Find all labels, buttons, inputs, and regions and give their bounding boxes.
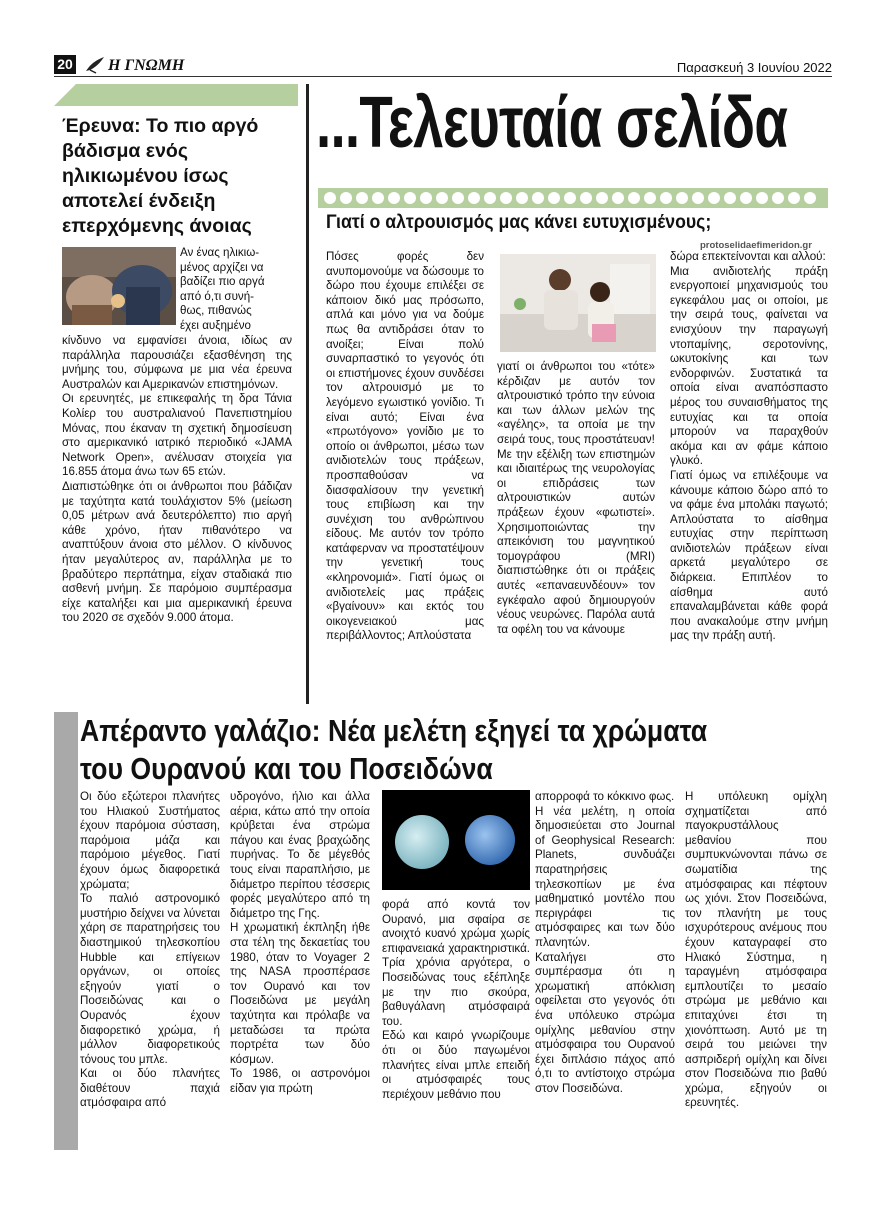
dot (660, 192, 672, 204)
article3-paragraph: Και οι δύο πλανήτες διαθέτουν παχιά ατμόσφαιρα από (80, 1067, 220, 1110)
article2-paragraph: Πόσες φορές δεν ανυπομονούμε να δώσουμε το δώρο που έχουμε επιλέξει σε κάποιον δικό μας πρόσωπο, απλά και μόνο για να δούμε πως θα αντιδράσει όταν το ανοίξει; Είναι πολύ συναρπαστικό το γεγονός ότι οι επιστήμονες έχουν συνδέσει τον αλτρουισμό με το λεγόμενο εγωιστικό γονίδιο. Τι είναι αυτό; Είναι ένα «πρωτόγονο» γονίδιο με το οποίο οι άνθρωποι, μέσω των ανιδιοτελών τους πράξεων, προσπαθούσαν να διασφαλίσουν την γενετική τους επιβίωση και την συνέχιση του ανθρώπινου είδους. Με αυτόν τον τρόπο κατάφερναν να προστατέψουν την γενετική τους «κληρονομιά». Γιατί όμως οι ανιδιοτελείς μας πράξεις «βγαίνουν» και εκτός του οικογενειακού μας περιβάλλοντος; Απλούστατα (326, 250, 484, 643)
dot (740, 192, 752, 204)
dot (516, 192, 528, 204)
dot (468, 192, 480, 204)
dot (612, 192, 624, 204)
dot (436, 192, 448, 204)
article3-col4 (535, 790, 675, 1096)
article3-paragraph: Οι δύο εξώτεροι πλανήτες του Ηλιακού Συστήματος έχουν παρόμοια σύσταση, παρόμοια μάζα και παρόμοιο μέγεθος. Γιατί έχουν όμως διαφορετικά χρώματα; (80, 790, 220, 891)
dot (676, 192, 688, 204)
intro-line: μένος αρχίζει να (180, 260, 264, 274)
article3-paragraph: Εδώ και καιρό γνωρίζουμε ότι οι δύο παγωμένοι πλανήτες είναι μπλε επειδή οι ατμόσφαιρές τους περιέχουν μεθάνιο που (382, 1029, 530, 1101)
intro-line: βαδίζει πιο αργά (180, 275, 265, 289)
intro-line: Αν ένας ηλικιω- (180, 246, 260, 259)
dot (596, 192, 608, 204)
article3-image (382, 790, 530, 890)
section-dotted-bar (318, 188, 828, 208)
watermark: protoselidaefimeridon.gr (700, 240, 812, 251)
article3-col5 (685, 790, 827, 1111)
article3-paragraph: φορά από κοντά τον Ουρανό, μια σφαίρα σε ανοιχτό κυανό χρώμα χωρίς επιφανειακά χαρακτηριστικά. Τρία χρόνια αργότερα, ο Ποσειδώνας τους εξέπληξε με την πιο σκούρα, βαθυγάλανη ατμόσφαιρά του. (382, 898, 530, 1028)
dot (564, 192, 576, 204)
intro-line: θως, πιθανώς (180, 304, 252, 318)
dot (548, 192, 560, 204)
article3-side-shadow (54, 712, 78, 1150)
article2-paragraph: Γιατί όμως να επιλέξουμε να κάνουμε κάποιο δώρο από το να φάμε ένα μπολάκι παγωτό; Απλούστατα το αίσθημα ευτυχίας στην περίπτωση ανιδιοτελών πράξεων είναι αρκετά μεγαλύτερο σε διάρκεια. Επιπλέον το αίσθημα αυτό επαναλαμβάνεται κάθε φορά που ανακαλούμε στην μνήμη μας την πράξη αυτή. (670, 468, 828, 643)
dot (372, 192, 384, 204)
article2-col3 (670, 250, 828, 644)
uranus-planet (395, 815, 449, 869)
article2-paragraph: δώρα επεκτείνονται και αλλού: (670, 250, 826, 263)
article2-paragraph: Με την εξέλιξη των επιστημών και ιδιαιτέρως της νευρολογίας οι επιδράσεις των αλτρουιστικών αυτών πράξεων έχουν «φωτιστεί». Χρησιμοποιώντας την απεικόνιση του μαγνητικού τομογράφου (MRI) διαπιστώθηκε ότι οι πράξεις αυτές «επαναευνδέουν» τον εγκέφαλο αφού δημιουργούν νέους νευρώνες. Παρόλα αυτά τα οφέλη του να κάνουμε (497, 447, 655, 636)
dot (708, 192, 720, 204)
article1-body (62, 334, 292, 626)
dot (788, 192, 800, 204)
dot (724, 192, 736, 204)
column-divider (306, 84, 309, 704)
dot (772, 192, 784, 204)
header-date: Παρασκευή 3 Ιουνίου 2022 (676, 60, 832, 75)
dot (404, 192, 416, 204)
dot (628, 192, 640, 204)
dot (500, 192, 512, 204)
dot (644, 192, 656, 204)
intro-line: έχει αυξημένο (180, 318, 251, 332)
dot (804, 192, 816, 204)
neptune-planet (465, 815, 515, 865)
dot (420, 192, 432, 204)
article3-paragraph: Το παλιό αστρονομικό μυστήριο δείχνει να λύνεται χάρη σε παρατηρήσεις του διαστημικού τηλεσκοπίου Hubble και επίγειων οργάνων, οι οποίες εξηγούν γιατί ο Ποσειδώνας και ο Ουρανός έχουν διαφορετικό χρώμα, ή μάλλον διαφορετικούς τόνους του μπλε. (80, 892, 220, 1066)
article1-headline: Έρευνα: Το πιο αργό βάδισμα ενός ηλικιωμένου ίσως αποτελεί ένδειξη επερχόμενης άνοιας (62, 115, 259, 237)
header-rule (54, 76, 832, 77)
article3-col3 (382, 898, 530, 1102)
article2-col2 (497, 360, 655, 637)
article2-headline: Γιατί ο αλτρουισμός μας κάνει ευτυχισμένους; (326, 212, 712, 233)
article2-image (500, 254, 656, 352)
dot (580, 192, 592, 204)
paper-name: Η ΓΝΩΜΗ (108, 57, 185, 74)
article3-col1 (80, 790, 220, 1111)
article1-intro-wrap (180, 246, 292, 334)
article3-col2 (230, 790, 370, 1096)
article2-paragraph: γιατί οι άνθρωποι του «τότε» κέρδιζαν με αυτόν τον αλτρουιστικό τρόπο την εύνοια και των άλλων μελών της «αγέλης», τα οποία με την σειρά τους, τους προστάτευαν! (497, 360, 655, 446)
article1-paragraph: Διαπιστώθηκε ότι οι άνθρωποι που βάδιζαν με ταχύτητα κατά τουλάχιστον 5% (μείωση 0,05 μέτρων ανά δευτερόλεπτο) πιο αργή κάθε χρόνο, ήταν πιθανότερο να αναπτύξουν άνοια στο μέλλον. Ο κίνδυνος ήταν μεγαλύτερος αν, παράλληλα με το βραδύτερο περπάτημα, είχαν σταδιακά πιο ασθενή μνήμη. Σε παρόμοιο συμπέρασμα είχε καταλήξει και μια αμερικανική έρευνα του 2020 σε σχεδόν 9.000 άτομα. (62, 479, 292, 625)
dot (324, 192, 336, 204)
article3-paragraph: απορροφά το κόκκινο φως. (535, 790, 675, 803)
article1-paragraph: κίνδυνο να εμφανίσει άνοια, ιδίως αν παράλληλα παρουσιάζει εξασθένηση της μνήμης του, σύμφωνα με μια νέα έρευνα Αυστραλών και Αμερικανών επιστημόνων. (62, 334, 292, 391)
article1-image (62, 247, 176, 325)
article1-paragraph: Οι ερευνητές, με επικεφαλής τη δρα Τάνια Κολίερ του αυστραλιανού Πανεπιστημίου Μόνας, που έκαναν τη σχετική δημοσίευση στο αμερικανικό ιατρικό περιοδικό «JAMA Network Open», ανέλυσαν στοιχεία για 16.855 άτομα άνω των 65 ετών. (62, 392, 292, 479)
article3-paragraph: υδρογόνο, ήλιο και άλλα αέρια, κάτω από την οποία κρύβεται ένα στρώμα πάγου και ένας βραχώδης πυρήνας. Το δε μέγεθός τους είναι παραπλήσιο, με διάμετρο περίπου τέσσερις φορές μεγαλύτερο από τη διάμετρο της Γης. (230, 790, 370, 920)
article2-col1 (326, 250, 484, 644)
article3-headline-line1: Απέραντο γαλάζιο: Νέα μελέτη εξηγεί τα χρώματα (80, 713, 708, 748)
dot-pattern (324, 192, 816, 204)
article3-paragraph: Το 1986, οι αστρονόμοι είδαν για πρώτη (230, 1067, 370, 1095)
article2-paragraph: Μια ανιδιοτελής πράξη ενεργοποιεί μηχανισμούς του εγκεφάλου μας οι οποίοι, με την σειρά τους, φαίνεται να ενισχύουν την παραγωγή ντοπαμίνης, σεροτονίνης, ωκυτοκίνης και των ενδορφινών. Συστατικά τα οποία είναι αναπόσπαστο μέρος του συναισθήματος της ευτυχίας και τα οποία μπορούν να παραχθούν ακόμα και αν φάμε κάποιο γλυκό. (670, 264, 828, 468)
dot (388, 192, 400, 204)
dot (356, 192, 368, 204)
dot (484, 192, 496, 204)
section-title: ...Τελευταία σελίδα (316, 83, 788, 163)
article3-paragraph: Η νέα μελέτη, η οποία δημοσιεύεται στο Journal of Geophysical Research: Planets, συνδυάζει παρατηρήσεις τηλεσκοπίων με ένα μαθηματικό μοντέλο που περιγράφει τις ατμόσφαιρες και των δύο πλανητών. (535, 804, 675, 949)
section-accent-bar (54, 84, 298, 106)
article3-paragraph: Η χρωματική έκπληξη ήθε στα τέλη της δεκαετίας του 1980, όταν το Voyager 2 της NASA προσπέρασε τον Ουρανό και τον Ποσειδώνα με μεγάλη ταχύτητα και πρόλαβε να μεταδώσει τα πρώτα πορτρέτα των δύο κόσμων. (230, 921, 370, 1066)
accent-bar-notch (54, 84, 76, 106)
dot (692, 192, 704, 204)
intro-line: από ό,τι συνή- (180, 289, 255, 303)
bird-logo-icon (84, 55, 106, 75)
dot (756, 192, 768, 204)
page-number: 20 (54, 55, 76, 74)
dot (340, 192, 352, 204)
article3-paragraph: Καταλήγει στο συμπέρασμα ότι η χρωματική απόκλιση οφείλεται στο γεγονός ότι ένα υπόλευκο στρώμα ομίχλης μεθανίου στην ατμόσφαιρα του Ουρανού έχει διπλάσιο πάχος από ό,τι το αντίστοιχο στρώμα στον Ποσειδώνα. (535, 950, 675, 1095)
dot (532, 192, 544, 204)
article3-headline-line2: του Ουρανού και του Ποσειδώνα (80, 751, 493, 786)
article3-paragraph: Η υπόλευκη ομίχλη σχηματίζεται από παγοκρυστάλλους μεθανίου που συμπυκνώνονται πάνω σε σωματίδια της ατμόσφαιρας και πέφτουν ως χιόνι. Στον Ποσειδώνα, τον πλανήτη με τους ισχυρότερους ανέμους που έχουν καταγραφεί στο Ηλιακό Σύστημα, η ταραγμένη ατμόσφαιρα εμπλουτίζει το μεσαίο στρώμα με μεθάνιο και επιταχύνει έτσι τη χιονόπτωση. Αυτό με τη σειρά του μειώνει την ασπριδερή ομίχλη και δίνει στον Ποσειδώνα πιο βαθύ χρώμα, εξηγούν οι ερευνητές. (685, 790, 827, 1110)
dot (452, 192, 464, 204)
